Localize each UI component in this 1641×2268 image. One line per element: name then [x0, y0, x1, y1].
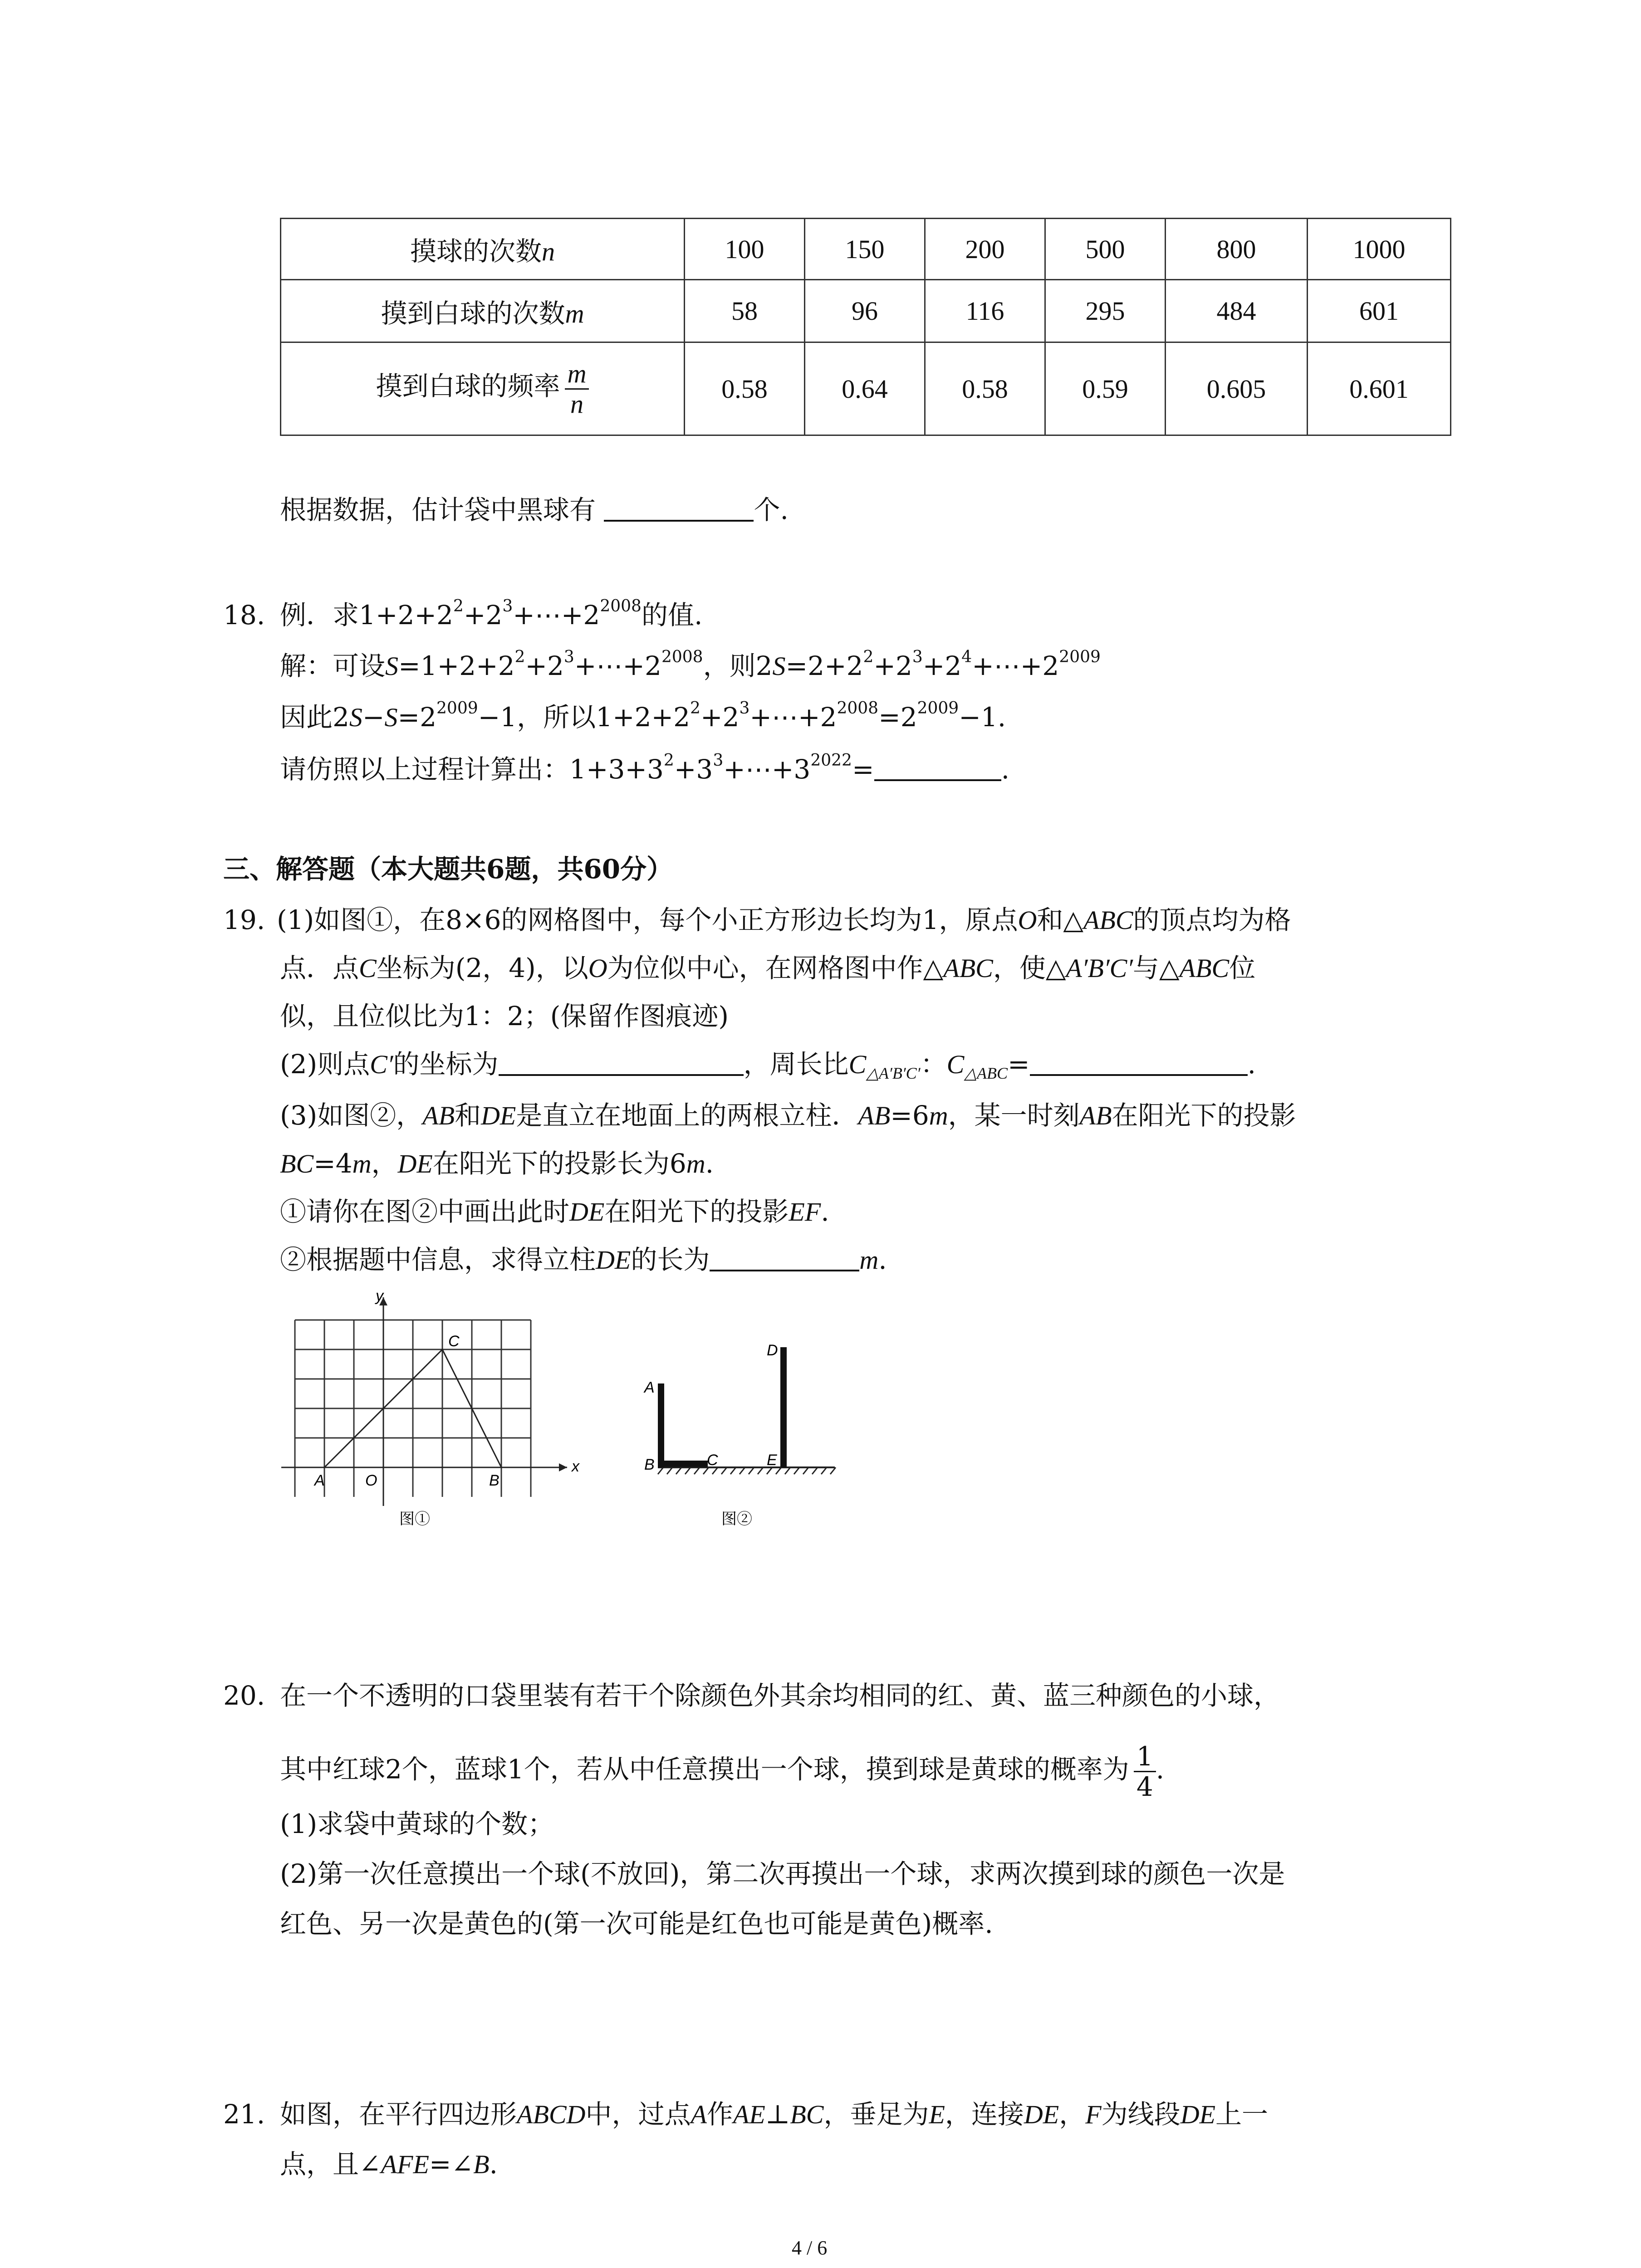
table-row-header — [281, 342, 685, 435]
table-cell: 96 — [805, 280, 925, 342]
table-cell: 484 — [1166, 280, 1308, 342]
fraction: $\frac{m}{n}$ — [565, 359, 589, 419]
pole-ab — [658, 1383, 664, 1467]
point-a-label: A — [314, 1472, 325, 1489]
frequency-table — [280, 218, 1451, 436]
figure-1-grid — [272, 1288, 590, 1542]
table-cell: 0.59 — [1045, 342, 1166, 435]
table-cell: 0.605 — [1166, 342, 1308, 435]
q19-line2: 点．点C坐标为(2，4)，以O为位似中心，在网格图中作△ABC，使△A′B′C′与△ABC位 — [280, 953, 1256, 983]
point-e-label: E — [767, 1452, 777, 1469]
table-row-header — [281, 219, 685, 280]
pole-de — [780, 1347, 787, 1467]
table-cell: 800 — [1166, 219, 1308, 280]
figure-1-caption: 图① — [399, 1510, 430, 1528]
table-cell: 0.64 — [805, 342, 925, 435]
table-cell: 150 — [805, 219, 925, 280]
q20-line3: (1)求袋中黄球的个数； — [280, 1809, 554, 1839]
answer-blank[interactable] — [1030, 1048, 1248, 1076]
q17-answer-line: 根据数据，估计袋中黑球有 个. — [280, 494, 789, 525]
point-a-label: A — [644, 1379, 655, 1396]
q18-line3: 因此$2S-S=2^{2009}-1$，所以$1+2+2^2+2^3+\cdots+2^{2008}=2^{2009}-1$. — [280, 699, 1006, 733]
table-cell: 0.58 — [685, 342, 805, 435]
point-b-label: B — [489, 1472, 500, 1489]
q21-line2: 点，且∠AFE=∠B. — [280, 2149, 498, 2180]
table-cell: 100 — [685, 219, 805, 280]
table-cell: 601 — [1308, 280, 1451, 342]
table-row-header — [281, 280, 685, 342]
fraction: $\frac{1}{4}$ — [1134, 1742, 1156, 1801]
answer-blank[interactable] — [874, 753, 1001, 781]
x-axis-arrow — [559, 1463, 567, 1471]
q19-number: 19. — [223, 904, 265, 935]
point-c-label: C — [448, 1333, 460, 1350]
q19-line4: (2)则点C′的坐标为 ，周长比$C_{\triangle A'B'C'}$：$C_{\triangle ABC}=$ . — [280, 1049, 1256, 1082]
point-b-label: B — [644, 1456, 655, 1473]
q20-line4: (2)第一次任意摸出一个球(不放回)，第二次再摸出一个球，求两次摸到球的颜色一次是 — [280, 1858, 1285, 1889]
q18-line2: 解：可设$S=1+2+2^2+2^3+\cdots+2^{2008}$，则$2S=2+2^2+2^3+2^4+\cdots+2^{2009}$ — [280, 648, 1101, 681]
section-heading: 三、解答题（本大题共6题，共60分） — [223, 854, 673, 885]
table-cell: 116 — [925, 280, 1045, 342]
ground-hatching — [658, 1467, 836, 1474]
table-cell: 0.58 — [925, 342, 1045, 435]
table-cell: 200 — [925, 219, 1045, 280]
x-label: x — [572, 1458, 579, 1475]
answer-blank[interactable] — [604, 494, 754, 522]
q19-line8: ②根据题中信息，求得立柱DE的长为 m. — [280, 1244, 887, 1275]
q19-line1: (1)如图①，在8×6的网格图中，每个小正方形边长均为1，原点O和△ABC的顶点均为格 — [277, 904, 1291, 935]
page-number: 4 / 6 — [792, 2237, 828, 2259]
q19-line7: ①请你在图②中画出此时DE在阳光下的投影EF. — [280, 1196, 829, 1227]
q19-line3: 似，且位似比为1：2；(保留作图痕迹) — [280, 1001, 729, 1031]
point-o-label: O — [365, 1472, 377, 1489]
point-c-label: C — [707, 1452, 718, 1469]
q20-line2: 其中红球2个，蓝球1个，若从中任意摸出一个球，摸到球是黄球的概率为 $\frac{1}{4}$ . — [280, 1741, 1165, 1802]
point-d-label: D — [767, 1342, 778, 1359]
row-var: n — [542, 237, 555, 266]
table-cell: 1000 — [1308, 219, 1451, 280]
y-label: y — [376, 1288, 383, 1305]
table-cell: 500 — [1045, 219, 1166, 280]
row-label: 摸到白球的频率 — [376, 371, 560, 401]
shadow-bc — [658, 1461, 708, 1467]
table-cell: 58 — [685, 280, 805, 342]
table-cell: 295 — [1045, 280, 1166, 342]
q18-line1: 例．求$1+2+2^2+2^3+\cdots+2^{2008}$的值. — [280, 597, 703, 631]
q20-line1: 在一个不透明的口袋里装有若干个除颜色外其余均相同的红、黄、蓝三种颜色的小球， — [280, 1680, 1280, 1711]
q19-line6: BC=4m，DE在阳光下的投影长为6m. — [280, 1148, 714, 1179]
answer-blank[interactable] — [710, 1243, 859, 1271]
q20-line5: 红色、另一次是黄色的(第一次可能是红色也可能是黄色)概率. — [280, 1908, 993, 1939]
figure-2-poles — [631, 1334, 857, 1542]
figure-2-caption: 图② — [721, 1510, 752, 1528]
q21-number: 21. — [223, 2099, 265, 2130]
table-cell: 0.601 — [1308, 342, 1451, 435]
row-label: 摸球的次数 — [410, 237, 542, 266]
row-label: 摸到白球的次数 — [381, 298, 565, 328]
q20-number: 20. — [223, 1680, 265, 1711]
q18-number: 18. — [223, 600, 265, 631]
q21-line1: 如图，在平行四边形ABCD中，过点A作AE⊥BC，垂足为E，连接DE，F为线段DE上一 — [280, 2099, 1269, 2130]
q18-line4: 请仿照以上过程计算出：$1+3+3^2+3^3+\cdots+3^{2022}=$ . — [280, 751, 1009, 785]
grid-lines — [295, 1320, 531, 1497]
row-var: m — [565, 298, 584, 328]
answer-blank[interactable] — [499, 1048, 744, 1076]
q19-line5: (3)如图②，AB和DE是直立在地面上的两根立柱．AB=6m，某一时刻AB在阳光下的投影 — [280, 1100, 1296, 1131]
